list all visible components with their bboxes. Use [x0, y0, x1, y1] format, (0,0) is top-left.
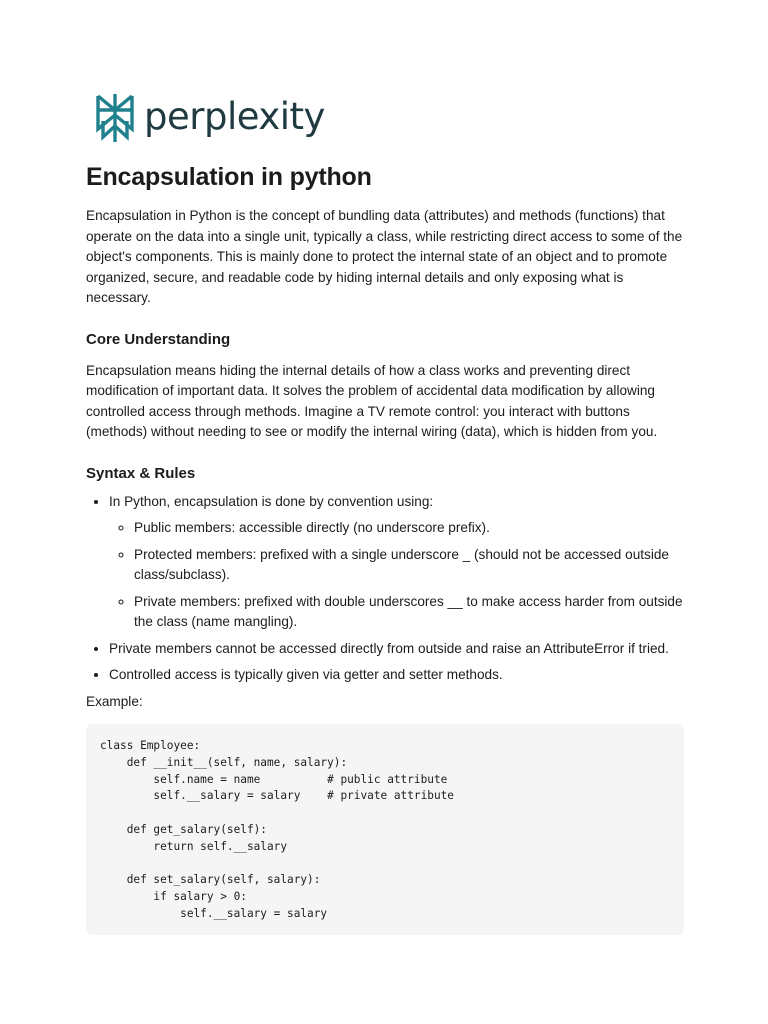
- intro-paragraph: Encapsulation in Python is the concept of bundling data (attributes) and methods (functions) that operate on the data into a single unit, typically a class, while restricting direct access to some of the object's components. This is mainly done to protect the internal state of an object and to promote organized, secure, and readable code by hiding internal details and only exposing what is necessary.: [86, 208, 683, 305]
- document-page: [86, 90, 684, 935]
- list-item-text: In Python, encapsulation is done by convention using:: [109, 493, 434, 509]
- nested-list-item: ◦ Private members: prefixed with double underscores __ to make access harder from outside the class (name mangling).: [134, 592, 684, 633]
- nested-list-item: ◦ Protected members: prefixed with a single underscore _ (should not be accessed outside class/subclass).: [134, 545, 684, 586]
- nested-list: [109, 518, 684, 633]
- code-block[interactable]: class Employee: def __init__(self, name, salary): self.name = name # public attribute self.__salary = salary # private attribute def get_salary(self): return self.__salary def set_salary(self, salary): if salary > 0: self.__salary = salary: [86, 724, 684, 935]
- core-understanding-paragraph: Encapsulation means hiding the internal details of how a class works and preventing direct modification of important data. It solves the problem of accidental data modification by allowing controlled access through methods. Imagine a TV remote control: you interact with buttons (methods) without needing to see or modify the internal wiring (data), which is hidden from you.: [86, 362, 658, 439]
- syntax-rules-list: [86, 492, 684, 686]
- logo-wordmark: perplexity: [144, 94, 325, 138]
- section-heading-core-understanding: Core Understanding: [86, 330, 231, 348]
- logo: [94, 90, 684, 146]
- list-item: • Controlled access is typically given via getter and setter methods.: [109, 665, 684, 686]
- section-heading-syntax-rules: Syntax & Rules: [86, 464, 196, 482]
- page-title: Encapsulation in python: [86, 163, 372, 191]
- example-label: Example:: [86, 693, 143, 709]
- nested-list-item: ◦ Public members: accessible directly (no underscore prefix).: [134, 518, 684, 539]
- list-item: [109, 492, 684, 633]
- list-item: • Private members cannot be accessed directly from outside and raise an AttributeError if tried.: [109, 639, 684, 660]
- perplexity-logo-icon: [94, 93, 136, 143]
